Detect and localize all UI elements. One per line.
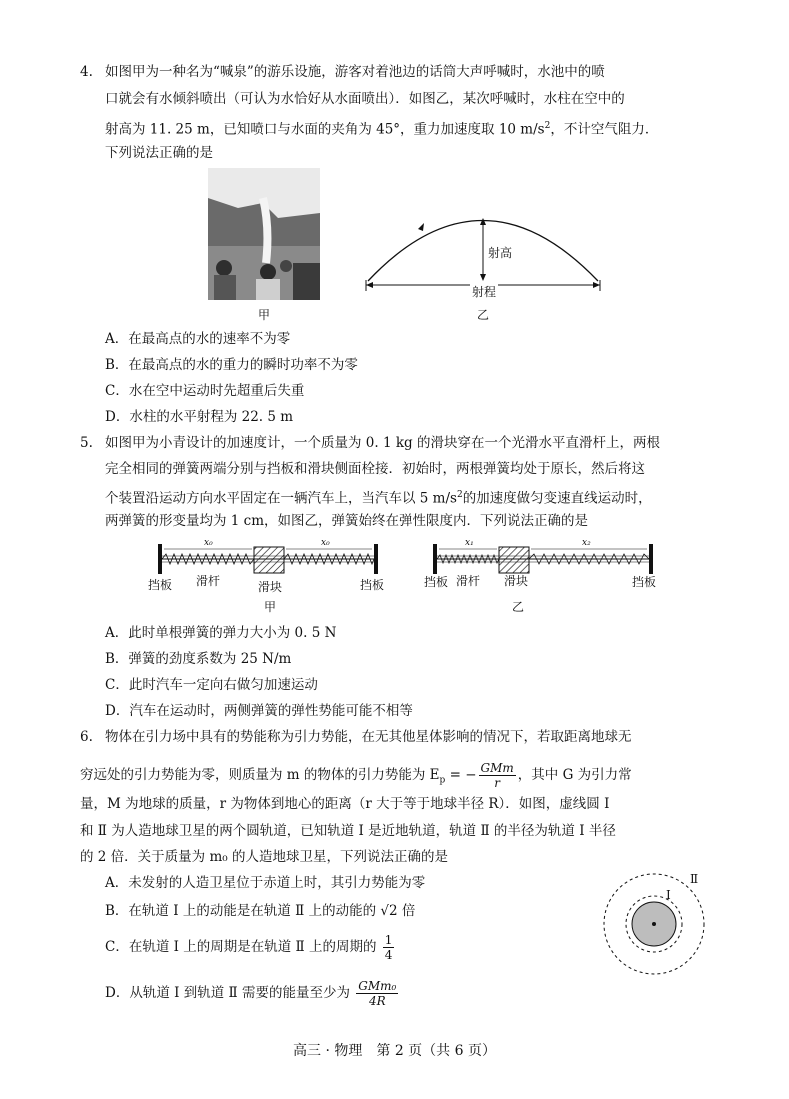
page-footer: 高三 · 物理 第 2 页（共 6 页）	[293, 1043, 496, 1059]
q6-orbit-label-1: Ⅰ	[666, 888, 671, 902]
q5-text-line3: 个装置沿运动方向水平固定在一辆汽车上，当汽车以 5 $m/s^2$的加速度做匀变速直线运动时，	[105, 490, 652, 507]
q6-text-line3: 量，M 为地球的质量，r 为物体到地心的距离（r 大于等于地球半径 R）．如图，虚线圆 Ⅰ	[80, 796, 610, 812]
q6-text-line2: 穷远处的引力势能为零，则质量为 m 的物体的引力势能为 $E_p$ = − $\frac{\text{GMm}}{r}$ ，其中 G 为引力常	[80, 761, 632, 790]
q5-yi-left-board: 挡板	[424, 575, 449, 589]
q6-potential-fraction: $\frac{\text{GMm}}{r}$	[480, 761, 514, 790]
q4-fig-yi-caption: 乙	[477, 308, 490, 322]
q6-orbit-figure	[598, 870, 718, 990]
q5-yi-x-left: x₁	[465, 538, 474, 548]
q4-text-line1: 如图甲为一种名为“喊泉”的游乐设施，游客对着池边的话筒大声呼喊时，水池中的喷	[105, 64, 605, 80]
q4-option-a: A．在最高点的水的速率不为零	[105, 331, 291, 347]
q5-text-line2: 完全相同的弹簧两端分别与挡板和滑块侧面栓接．初始时，两根弹簧均处于原长，然后将这	[105, 461, 645, 477]
q6-text-line1: 物体在引力场中具有的势能称为引力势能，在无其他星体影响的情况下，若取距离地球无	[105, 729, 632, 745]
q4-photo-figure	[208, 168, 320, 300]
q6-text-line5: 的 2 倍．关于质量为 m₀ 的人造地球卫星，下列说法正确的是	[80, 849, 448, 865]
q6-text-line4: 和 Ⅱ 为人造地球卫星的两个圆轨道，已知轨道 Ⅰ 是近地轨道，轨道 Ⅱ 的半径为轨道 Ⅰ 半径	[80, 823, 616, 839]
q6-option-d: D．从轨道 Ⅰ 到轨道 Ⅱ 需要的能量至少为 $\frac{\text{GMm₀}}{4R}$	[105, 979, 397, 1008]
q4-text-line4: 下列说法正确的是	[105, 145, 213, 161]
q6-option-a: A．未发射的人造卫星位于赤道上时，其引力势能为零	[105, 875, 426, 891]
q5-text-line4: 两弹簧的形变量均为 1 cm，如图乙，弹簧始终在弹性限度内．下列说法正确的是	[105, 513, 589, 529]
q5-option-c: C．此时汽车一定向右做匀加速运动	[105, 677, 318, 693]
q5-jia-x-right: x₀	[321, 538, 330, 548]
q4-number: 4.	[80, 64, 93, 80]
q4-text-line3: 射高为 11. 25 m，已知喷口与水面的夹角为 45°，重力加速度取 10 $m/s^2$，不计空气阻力．	[105, 121, 659, 138]
q4-option-b: B．在最高点的水的重力的瞬时功率不为零	[105, 357, 358, 373]
q5-option-d: D．汽车在运动时，两侧弹簧的弹性势能可能不相等	[105, 703, 413, 719]
q5-yi-x-right: x₂	[582, 538, 591, 548]
q5-text-line1: 如图甲为小青设计的加速度计，一个质量为 0. 1 kg 的滑块穿在一个光滑水平直滑杆上，两根	[105, 435, 660, 451]
q5-yi-right-board: 挡板	[632, 575, 657, 589]
q4-option-c: C．水在空中运动时先超重后失重	[105, 383, 305, 399]
q5-yi-slider: 滑块	[504, 574, 529, 588]
q6-orbit-label-2: Ⅱ	[690, 872, 699, 886]
q5-number: 5.	[80, 435, 93, 451]
q5-jia-slider: 滑块	[258, 580, 283, 594]
q5-jia-rod: 滑杆	[196, 574, 221, 588]
q5-jia-left-board: 挡板	[148, 578, 173, 592]
q5-jia-x-left: x₀	[204, 538, 213, 548]
q4-label-shot-height: 射高	[488, 246, 513, 260]
q4-fig-jia-caption: 甲	[258, 308, 271, 322]
q4-option-d: D．水柱的水平射程为 22. 5 m	[105, 409, 294, 425]
q5-jia-right-board: 挡板	[360, 578, 385, 592]
q5-option-a: A．此时单根弹簧的弹力大小为 0. 5 N	[105, 625, 337, 641]
q6-option-c: C．在轨道 Ⅰ 上的周期是在轨道 Ⅱ 上的周期的 $\frac{1}{4}$	[105, 933, 393, 962]
q6-number: 6.	[80, 729, 93, 745]
q6-option-b: B．在轨道 Ⅰ 上的动能是在轨道 Ⅱ 上的动能的 √2 倍	[105, 903, 416, 919]
q5-fig-yi-caption: 乙	[512, 600, 525, 614]
q4-label-range: 射程	[472, 285, 497, 299]
q5-fig-jia-caption: 甲	[264, 600, 277, 614]
q5-option-b: B．弹簧的劲度系数为 25 N/m	[105, 651, 292, 667]
q5-accelerometer-fig-jia	[150, 540, 390, 580]
q4-trajectory-figure	[360, 196, 605, 296]
q4-text-line2: 口就会有水倾斜喷出（可认为水恰好从水面喷出）．如图乙，某次呼喊时，水柱在空中的	[105, 91, 625, 107]
q5-yi-rod: 滑杆	[456, 574, 481, 588]
